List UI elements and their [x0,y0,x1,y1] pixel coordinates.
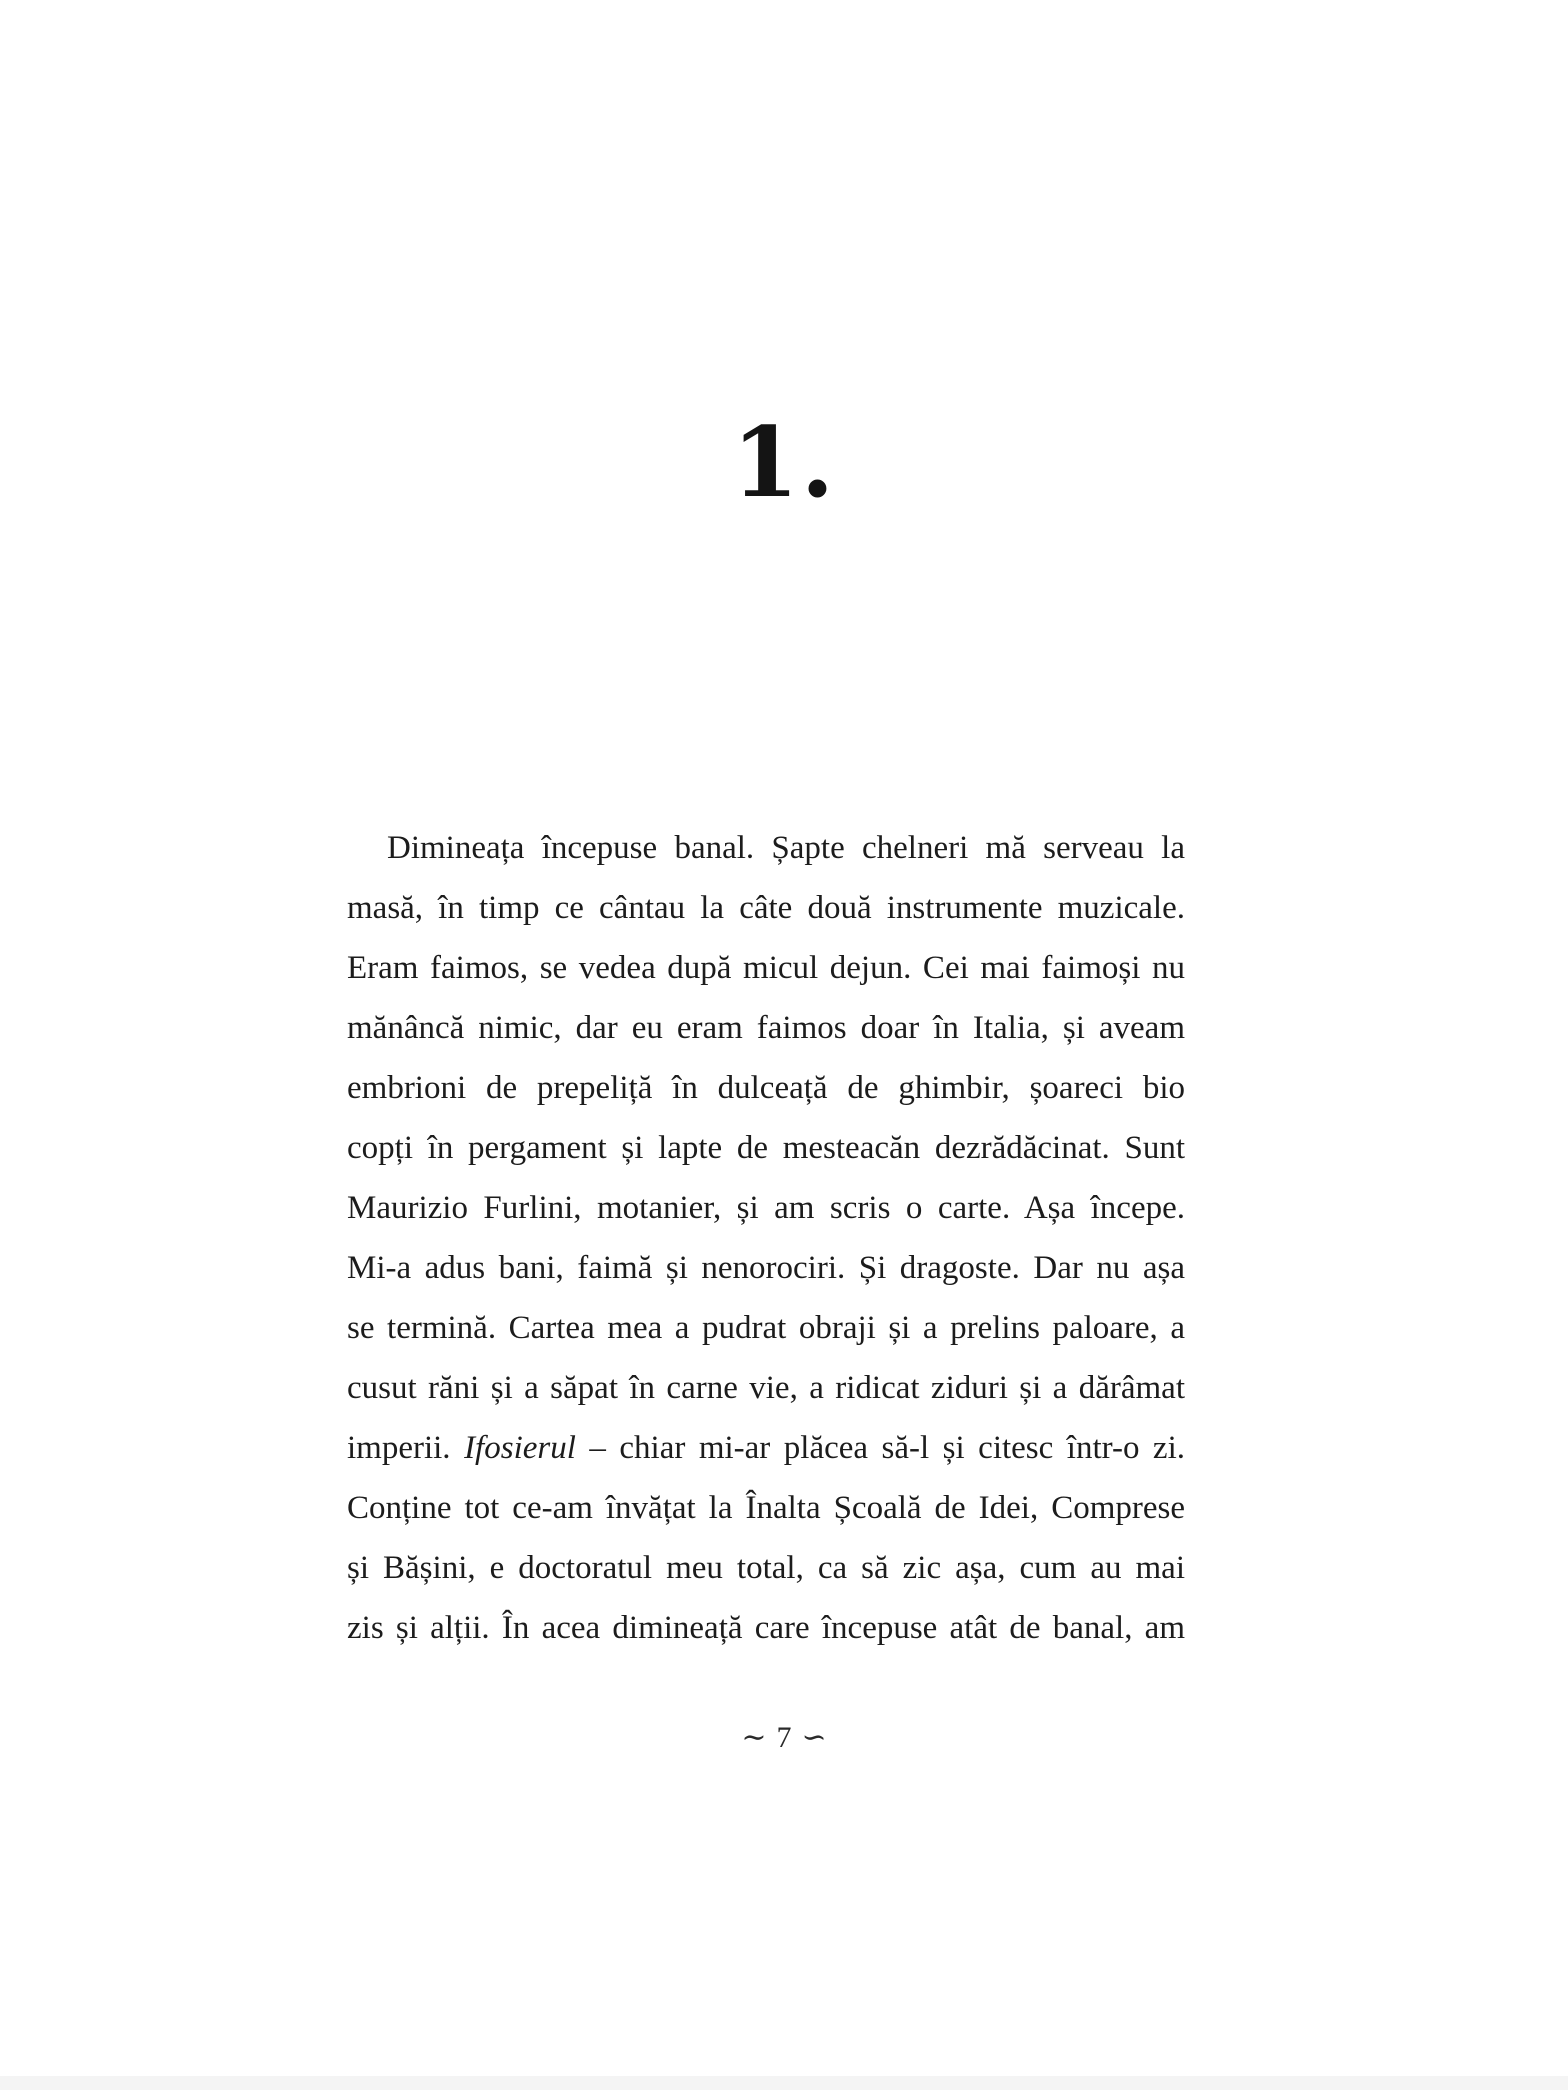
page-bottom-edge [0,2076,1568,2090]
text-line-7: Maurizio Furlini, motanier, și am scris o carte. Așa începe. [347,1190,1185,1226]
text-line-14: zis și alții. În acea dimineață care începuse atât de banal, am [347,1610,1185,1646]
text-line-4: mănâncă nimic, dar eu eram faimos doar în Italia, și aveam [347,1010,1185,1046]
text-line-8: Mi-a adus bani, faimă și nenorociri. Și dragoste. Dar nu așa [347,1250,1185,1286]
text-line-11 [347,1418,1185,1478]
text-line-10: cusut răni și a săpat în carne vie, a ridicat ziduri și a dărâmat [347,1370,1185,1406]
text-line-6: copți în pergament și lapte de mesteacăn dezrădăcinat. Sunt [347,1130,1185,1166]
text-line-9: se termină. Cartea mea a pudrat obraji și a prelins paloare, a [347,1310,1185,1346]
chapter-text [347,818,1185,1658]
text-line-1: Dimineața începuse banal. Șapte chelneri mă serveau la [387,830,1185,866]
page-number: 7 [776,1721,792,1755]
tilde-ornament-left-icon: ∼ [741,1721,767,1755]
tilde-ornament-right-icon: ∽ [801,1721,827,1755]
text-line-3: Eram faimos, se vedea după micul dejun. Cei mai faimoși nu [347,950,1185,986]
chapter-number: 1. [731,406,837,519]
page-folio [0,1716,1568,1758]
text-line-2: masă, în timp ce cântau la câte două instrumente muzicale. [347,890,1185,926]
text-line-11-end: – chiar mi-ar plăcea să-l și citesc într-o zi. [575,1430,1186,1466]
book-title-italic: Ifosierul [464,1430,576,1466]
text-line-11-start: imperii. [347,1430,465,1466]
text-line-13: și Bășini, e doctoratul meu total, ca să zic așa, cum au mai [347,1550,1185,1586]
text-line-12: Conține tot ce-am învățat la Înalta Școală de Idei, Comprese [347,1490,1185,1526]
text-line-5: embrioni de prepeliță în dulceață de ghimbir, șoareci bio [347,1070,1185,1106]
